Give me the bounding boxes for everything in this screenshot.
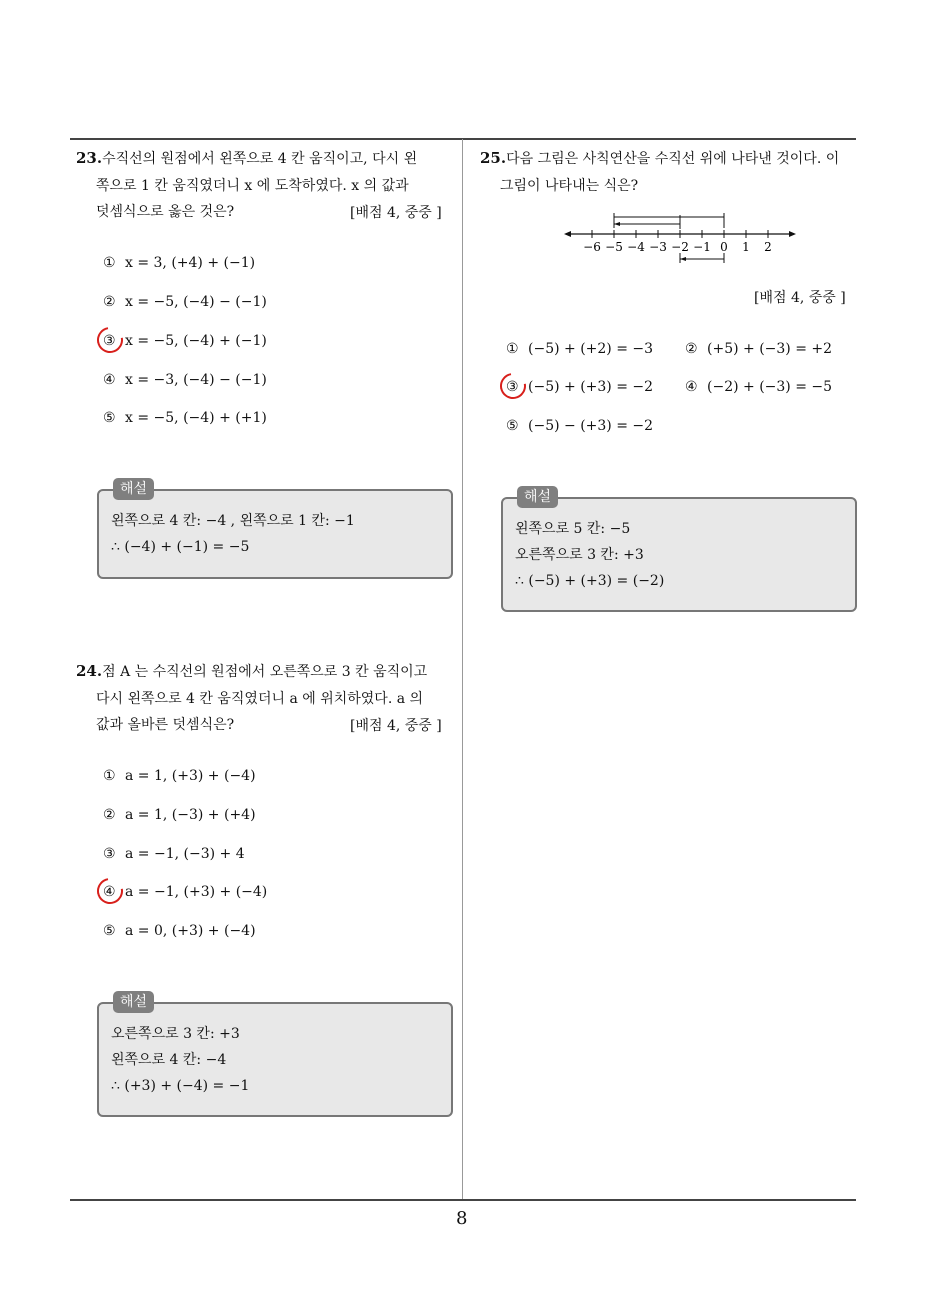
- question-25-line-1: 25.다음 그림은 사칙연산을 수직선 위에 나타낸 것이다. 이: [480, 149, 840, 167]
- question-23-line-2: 쪽으로 1 칸 움직였더니 x 에 도착하였다. x 의 값과: [96, 178, 409, 194]
- explanation-tag: 해설: [113, 991, 154, 1013]
- bottom-rule: [70, 1199, 856, 1201]
- choice-2[interactable]: ② a = 1, (−3) + (+4): [103, 807, 256, 823]
- numberline-tick-label: −2: [671, 240, 689, 254]
- question-number: 24.: [76, 662, 103, 680]
- question-24-line-2: 다시 왼쪽으로 4 칸 움직였더니 a 에 위치하였다. a 의: [96, 691, 424, 707]
- explanation-line-2: ∴ (−4) + (−1) = −5: [111, 539, 250, 555]
- page-number: 8: [456, 1208, 468, 1229]
- choice-2[interactable]: ② x = −5, (−4) − (−1): [103, 294, 267, 310]
- choice-5[interactable]: ⑤ (−5) − (+3) = −2: [506, 418, 654, 434]
- choice-5[interactable]: ⑤ a = 0, (+3) + (−4): [103, 923, 256, 939]
- choice-3[interactable]: ③ a = −1, (−3) + 4: [103, 846, 245, 862]
- explanation-box: [97, 994, 453, 1117]
- explanation-tag: 해설: [113, 478, 154, 500]
- choice-5[interactable]: ⑤ x = −5, (−4) + (+1): [103, 410, 267, 426]
- choice-4[interactable]: ④ a = −1, (+3) + (−4): [103, 884, 268, 900]
- numberline-tick-label: 1: [742, 240, 750, 254]
- question-number: 23.: [76, 149, 103, 167]
- answer-circle-mark: [92, 873, 128, 909]
- explanation-line-1: 왼쪽으로 4 칸: −4 , 왼쪽으로 1 칸: −1: [111, 513, 355, 529]
- choice-1[interactable]: ① a = 1, (+3) + (−4): [103, 768, 256, 784]
- score-meta: [배점 4, 중중 ]: [350, 718, 442, 734]
- explanation-box: [501, 489, 857, 612]
- question-25-line-2: 그림이 나타내는 식은?: [500, 178, 639, 194]
- choice-3[interactable]: ③ (−5) + (+3) = −2: [506, 379, 654, 395]
- question-number: 25.: [480, 149, 507, 167]
- explanation-box: [97, 481, 453, 579]
- numberline-tick-label: −3: [649, 240, 667, 254]
- explanation-line-1: 왼쪽으로 5 칸: −5: [515, 521, 631, 537]
- explanation-line-2: 왼쪽으로 4 칸: −4: [111, 1052, 227, 1068]
- answer-circle-mark: [92, 322, 128, 358]
- choice-4[interactable]: ④ (−2) + (−3) = −5: [685, 379, 833, 395]
- numberline-tick-label: 0: [720, 240, 728, 254]
- score-meta: [배점 4, 중중 ]: [754, 290, 846, 306]
- choice-3[interactable]: ③ x = −5, (−4) + (−1): [103, 333, 267, 349]
- explanation-tag: 해설: [517, 486, 558, 508]
- explanation-line-2: 오른쪽으로 3 칸: +3: [515, 547, 644, 563]
- numberline-tick-label: −5: [605, 240, 623, 254]
- choice-1[interactable]: ① (−5) + (+2) = −3: [506, 341, 654, 357]
- numberline-tick-label: −1: [693, 240, 711, 254]
- numberline-tick-label: 2: [764, 240, 772, 254]
- numberline-tick-label: −4: [627, 240, 645, 254]
- question-24-line-3: 값과 올바른 덧셈식은?: [96, 717, 235, 733]
- numberline-tick-label: −6: [583, 240, 601, 254]
- explanation-line-3: ∴ (−5) + (+3) = (−2): [515, 573, 665, 589]
- explanation-line-3: ∴ (+3) + (−4) = −1: [111, 1078, 250, 1094]
- choice-4[interactable]: ④ x = −3, (−4) − (−1): [103, 372, 267, 388]
- choice-2[interactable]: ② (+5) + (−3) = +2: [685, 341, 833, 357]
- column-divider: [462, 139, 463, 1201]
- number-line-figure: [562, 207, 802, 267]
- explanation-line-1: 오른쪽으로 3 칸: +3: [111, 1026, 240, 1042]
- question-23-line-1: 23.수직선의 원점에서 왼쪽으로 4 칸 움직이고, 다시 왼: [76, 149, 418, 167]
- question-23-line-3: 덧셈식으로 옳은 것은?: [96, 204, 235, 220]
- choice-1[interactable]: ① x = 3, (+4) + (−1): [103, 255, 256, 271]
- question-24-line-1: 24.점 A 는 수직선의 원점에서 오른쪽으로 3 칸 움직이고: [76, 662, 428, 680]
- answer-circle-mark: [495, 368, 531, 404]
- score-meta: [배점 4, 중중 ]: [350, 205, 442, 221]
- top-rule: [70, 138, 856, 140]
